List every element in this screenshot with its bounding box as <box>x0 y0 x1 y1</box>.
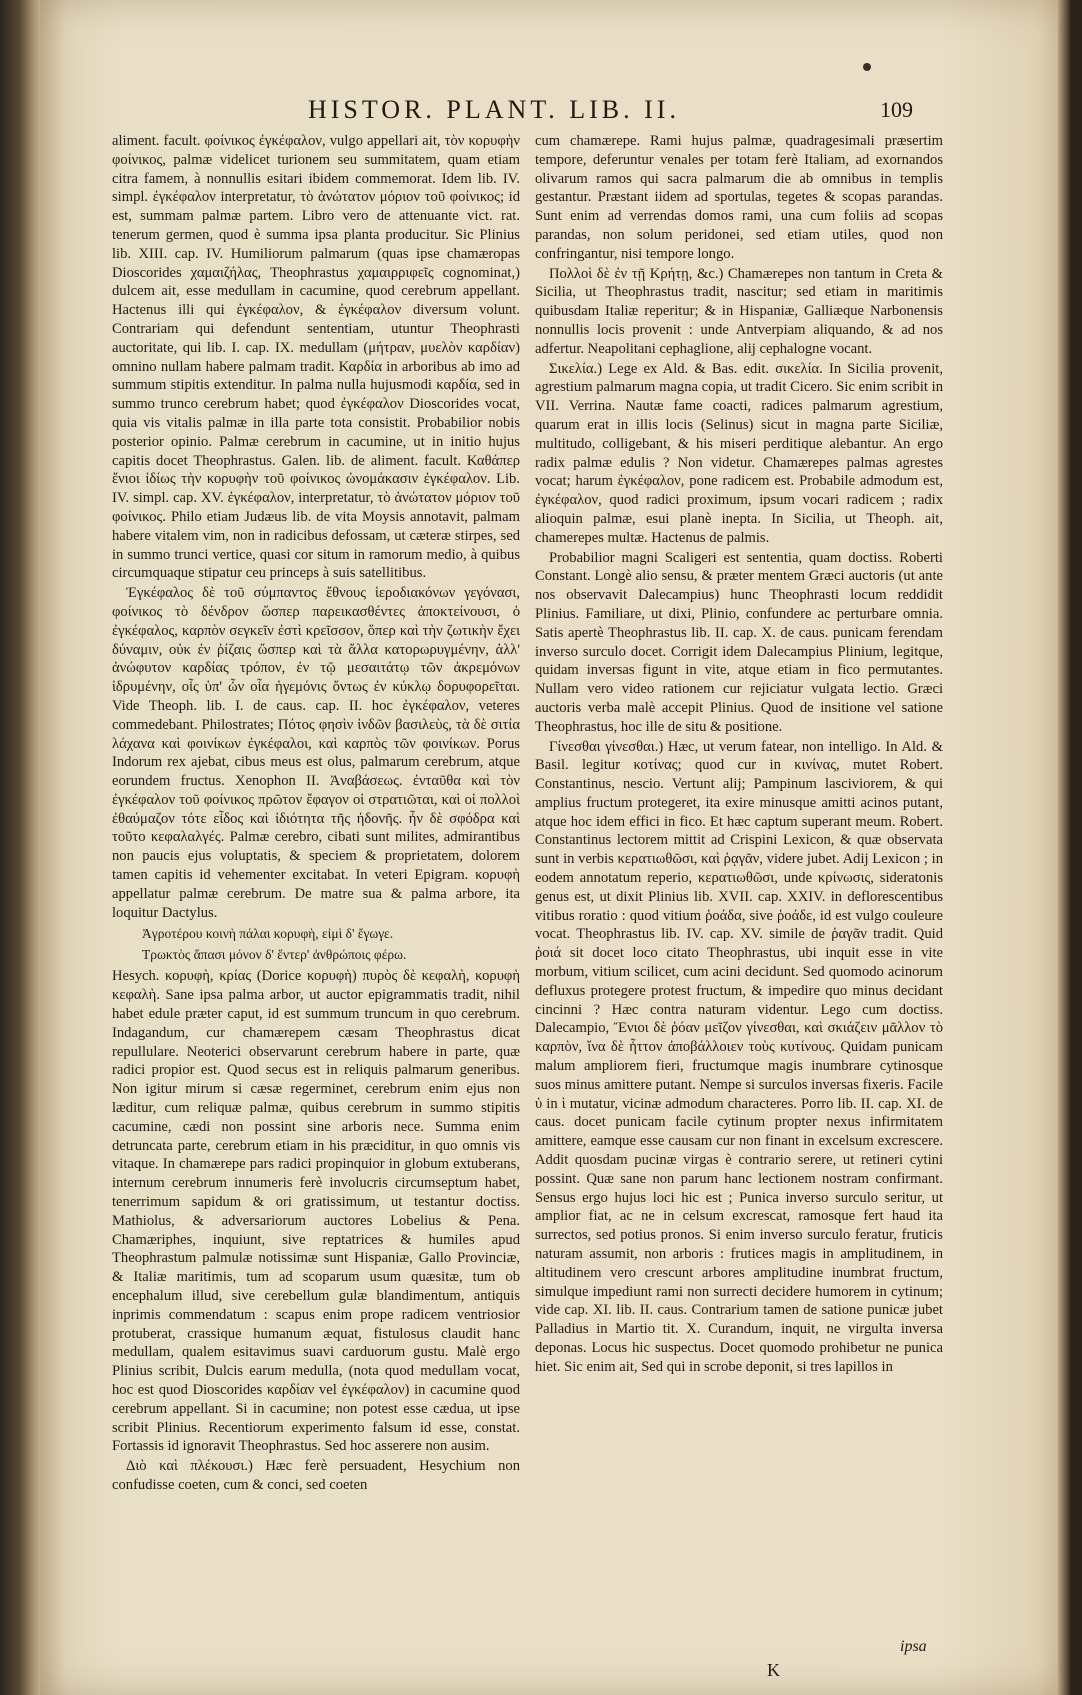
catchword: ipsa <box>900 1638 927 1655</box>
paragraph: Probabilior magni Scaligeri est sententia, quam doctiss. Roberti Constant. Longè alio sensu, & præter mentem Græci auctoris (ut ante nos observavit Dalecampius) hunc Theophrasti locum reddidit Plinius. Familiare, ut dixi, Plinio, confundere ac perturbare omnia. Satis apertè Theophrastus lib. II. cap. X. de caus. punicam ferendam inverso surculo docet. Corrigit idem Dalecampius Plinium, legitque, quidam inversas figunt in vite, atque etiam in fico permutantes. Nullam vero video rationem cur rejiciatur vulgata lectio. Græci auctoris verba malè accepit Plinius. Quod de insitione vel satione Theophrastus, hoc ille de situ & positione. <box>535 549 943 735</box>
verse-line: Τρωκτὸς ἄπασι μόνον δ' ἔντερ' ἀνθρώποις φέρω. <box>142 947 407 963</box>
paragraph: Πολλοὶ δὲ ἐν τῇ Κρήτῃ, &c.) Chamærepes non tantum in Creta & Sicilia, ut Theophrastus tradit, nascitur; sed etiam in maritimis quibusdam Italiæ reperitur; & in Hispaniæ, Galliæque Narbonensis nonnullis locis provenit : unde Antverpiam aliquando, & ad nos adfertur. Neapolitani cephaglione, alij cephalogne vocant. <box>535 265 943 357</box>
paragraph: Σικελία.) Lege ex Ald. & Bas. edit. σικελία. In Sicilia provenit, agrestium palmarum magna copia, ut tradit Cicero. Sic enim scribit in VII. Verrina. Nautæ fame coacti, radices palmarum agrestium, quarum erat in illis locis (Selinus) sicut in magna parte Siciliæ, multitudo, colligebant, & his miseri perditique alebantur. An ergo radix palmæ edulis ? Non videtur. Chamærepes palmas agrestes vocat; harum ἐγκέφαλον, pone radicem est. Probabile admodum est, ἐγκέφαλον, quod radici proximum, ipsum vocari radicem ; radix alioquin palmæ, esui planè inepta. In Sicilia, ut Theoph. ait, chamerepes multæ. Hactenus de palmis. <box>535 360 943 546</box>
ink-spot <box>863 63 871 71</box>
paragraph: Γίνεσθαι γίνεσθαι.) Hæc, ut verum fatear, non intelligo. In Ald. & Basil. legitur κοτίνας; quod cur in κινίνας, mutet Robert. Constantinus, nescio. Vertunt alij; Pampinum lasciviorem, & qui amplius fructum protegeret, ita exire minusque amitti acinos putant, atque hoc idem effici in fico. Et hæc captum superant meum. Robert. Constantinus lectorem mittit ad Crispini Lexicon, & quæ observata sunt in verbis κερατιωθῶσι, καὶ ῥᾳγᾶν, videre jubet. Adij Lexicon ; in eodem annotatum reperio, κερατιωθῶσι, unde κρίνωσις, sideratonis genus est, ut dixit Plinius lib. XVII. cap. XXIV. in deflorescentibus vitibus roratio : quod vitium ῥοάδα, sive ῥοάδε, id est vulgo couleure vocat. Theophrastus lib. IV. cap. XV. simile de ῥαγᾶν tradit. Quid ῥοιά sit docet loco citato Theophrastus, ubi inquit esse in vite morbum, vitium scilicet, cum acini decidunt. Sed quomodo acinorum defluxus protegere protest fructum, & impedire quo minus decidant cincinni ? Hæc contra naturam videntur. Lego cum doctiss. Dalecampio, Ἔνιοι δὲ ῥόαν μεῖζον γίνεσθαι, καὶ σκιάζειν μᾶλλον τὸ καρπὸν, ἵνα δὲ ἧττον ἀποβάλλοιεν τοὺς κυτίνους. Quidam punicam malum ampliorem fieri, fructumque magis inumbrare cytinosque suos minus amittere putant. Nempe si surculos inversas fixeris. Facile ὑ in ὶ mutatur, vicinæ admodum characteres. Porro lib. II. cap. XI. de caus. docet punicam facile cytinum propter nexus infirmitatem amittere, eamque esse causam cur non finant in excelsum excrescere. Addit quosdam pucinæ virgas è contrario serere, ut retineri cytini possint. Quæ sane non parum hanc lectionem nostram confirmant. Sensus ergo hujus loci hic est ; Punica inverso surculo seritur, ut amplior fiat, ac ne in celsum excrescat, ramosque fert haud ita surrectos, sed potius pronos. Si enim inverso surculo feratur, fruticis naturam assumit, non arboris : frutices magis in amplitudinem, in altitudinem vero crescunt arbores amplitudine inumbrat fructum, simulque impediunt rami non surrecti decidere humorem in cytinum; vide cap. XI. lib. II. caus. Contrarium tamen de satione punicæ jubet Palladius in Martio tit. X. Curandum, inquit, ne virgulta inversa deponas. Locus hic suspectus. Docet quomodo prohibetur ne punica hiet. Sic enim ait, Sed qui in scrobe deponit, si tres lapillos in <box>535 738 943 1375</box>
page-footer <box>0 1638 1082 1688</box>
running-title: HISTOR. PLANT. LIB. II. <box>308 95 680 124</box>
left-column <box>112 132 520 1496</box>
greek-quotation: Ἐγκέφαλος δὲ τοῦ σύμπαντος ἔθνους ἱεροδιακόνων γεγόνασι, φοίνικος τὸ δένδρον ὥσπερ παρεικασθέντες ἀποκτείνουσι, ὁ ἐγκέφαλος, καρπὸν σεγκεῖν ἐστὶ κρεῖσσον, ὅπερ καὶ τὴν ζωτικὴν ἔχει δύναμιν, οὐκ ἐν ῥίζαις ὥσπερ καὶ τὰ ἄλλα κατορωρυγμένην, ἀλλ' ἀνώφυτον καρδίας τρόπον, ἐν τῷ μεσαιτάτῳ τῶν ἀκρεμόνων ἱδρυμένην, οἷς ὑπ' ὧν οἷα ἡγεμόνις ὄντως ἐν κύκλῳ δορυφορεῖται. Vide Theoph. lib. I. de caus. cap. II. hoc ἐγκέφαλον, veteres commedebant. Philostrates; Πότος φησὶν ἰνδῶν βασιλεὺς, τὰ δὲ σιτία λάχανα καὶ φοινίκων ἐγκέφαλοι, καὶ καρπὸς τῶν φοινίκων. Porus Indorum rex ajebat, cibus meus est olus, palmarum cerebrum, atque eorundem fructus. Xenophon II. Ἀναβάσεως. ἐνταῦθα καὶ τὸν ἐγκέφαλον τοῦ φοίνικος πρῶτον ἔφαγον οἱ στρατιῶται, καὶ οἱ πολλοὶ ἐθαύμαζον τότε εἶδος καὶ ἰδιότητα τῆς ἡδονῆς. ἦν δὲ σφόδρα καὶ τοῦτο κεφαλαλγές. Palmæ cerebro, cibati sunt milites, admirantibus non paucis ejus voluptatis, & speciem & proprietatem, dolorem tamen capitis id vehementer excitabat. In veteri Epigram. κορυφὴ appellatur palmæ cerebrum. De matre sua & palma arbore, ita loquitur Dactylus. <box>112 585 520 921</box>
signature-mark: K <box>767 1660 780 1680</box>
paragraph: cum chamærepe. Rami hujus palmæ, quadragesimali præsertim tempore, deferuntur venales per totam ferè Italiam, ad exornandos olivarum ramos qui sacra palmarum die ab omnibus in templis gestantur. Præstant iidem ad sportulas, tegetes & scopas parandas. Sunt enim ad verrendas domos rami, una cum foliis ad scopas parandas, non solum peridonei, sed etiam utiles, quod non confringantur, nisi tempore longo. <box>535 133 943 262</box>
verse-line: Ἀγροτέρου κοινὴ πάλαι κορυφὴ, εἰμὶ δ' ἔγωγε. <box>142 926 394 942</box>
book-binding <box>0 0 42 1695</box>
paragraph: Διὸ καὶ πλέκουσι.) Hæc ferè persuadent, Hesychium non confudisse coeten, cum & conci, sed coeten <box>112 1458 520 1493</box>
paragraph: aliment. facult. φοίνικος ἐγκέφαλον, vulgo appellari ait, τὸν κορυφὴν φοίνικος, palmæ videlicet turionem seu summitatem, quam etiam citra famem, à nonnullis esitari ibidem commemorat. Idem lib. IV. simpl. ἐγκέφαλον interpretatur, τὸ ἀνώτατον μόριον τοῦ φοίνικος; id est, summam palmæ partem. Libro vero de attenuante vict. rat. tenerum germen, quod è summa ipsa planta producitur. Sic Plinius lib. XIII. cap. IV. Humiliorum palmarum (quas ipse chamæropas Dioscorides χαμαιζήλας, Theophrastus χαμαιρριφεῖς cognominat,) dulcem ait, esse medullam in cacumine, quod cerebrum appellant. Hactenus illi qui ἐγκέφαλον, & ἐγκέφαλον diversum volunt. Contrariam qui defendunt sententiam, utuntur Theophrasti auctoritate, qui lib. I. cap. IX. medullam (μήτραν, μυελὸν καρδίαν) omnino nullam habere palmam tradit. Καρδία in arboribus ab imo ad summum stipitis extenditur. In palma nulla hujusmodi καρδία, sed in summo trunco cerebrum habet; quod ἐγκέφαλον Dioscorides vocat, quia vis vitalis palmæ in illa parte tota consistit. Probabilior nobis posterior opinio. Palmæ cerebrum in cacumine, ut in initio hujus capitis docet Theophrastus. Galen. lib. de aliment. facult. Καθάπερ ἔνιοι ἰδίως τὴν κορυφὴν τοῦ φοίνικος ὠνομάκασιν ἐγκέφαλον. Lib. IV. simpl. cap. XV. ἐγκέφαλον, interpretatur, τὸ ἀνώτατον μόριον τοῦ φοίνικος. Philo etiam Judæus lib. de vita Moysis annotavit, palmam habere vitalem vim, non in radicibus defossam, ut cæteræ stirpes, sed in summo trunci vertice, quasi cor situm in ramorum medio, à quibus circumquaque stipatur ceu princeps à suis satellitibus. <box>112 133 520 582</box>
page-header <box>0 95 1082 131</box>
right-column <box>535 132 943 1378</box>
page-number: 109 <box>880 97 913 122</box>
page-edge <box>1058 0 1070 1695</box>
paragraph: Hesych. κορυφὴ, κρίας (Dorice κορυφὴ) πυρὸς δὲ κεφαλὴ, κορυφὴ κεφαλὴ. Sane ipsa palma arbor, ut auctor epigrammatis tradit, nihil habet edule præter caput, id est summum truncum in quo cerebrum. Indagandum, cur chamærepem cæsam Theophrastus dicat repullulare. Neoterici observarunt cerebrum habere in parte, quæ radici propior est. Quod secus est in reliquis palmarum generibus. Non igitur mirum si cæsæ regerminet, cerebrum enim ejus non læditur, cum reliquæ palmæ, quibus cerebrum in summo stipitis cacumine, cædi non possint sine arboris nece. Summa enim detruncata parte, cerebrum etiam in his præciditur, in quo omnis vis vitaque. In chamærepe pars radici propinquior in globum extuberans, internum cerebrum innumeris ferè involucris circumseptum habet, tenerrimum sapidum & ori gratissimum, ut testantur doctiss. Mathiolus, & adversariorum auctores Lobelius & Pena. Chamæriphes, inquiunt, sive reptatrices & humiles apud Theophrastum palmulæ notissimæ sunt Hispaniæ, Gallo Provinciæ, & Italiæ maritimis, tum ad scoparum usum quæsitæ, tum ob encephalum illud, sive cerebellum gulæ blandimentum, antiquis inprimis commendatum : scapus enim prope radicem ventriosior protuberat, crassique humanum æquat, fistulosus claudit hanc medullam, qualem esitavimus suavi carduorum gustu. Malè ergo Plinius scribit, Dulcis earum medulla, (nota quod medullam vocat, hoc est quod Dioscorides καρδίαν vel ἐγκέφαλον) in cacumine quod cerebrum appellant. Si in cacumine; non potest esse cædua, ut ipse scribit Plinius. Recentiorum experimento falsum id esse, constat. Fortassis id ignoravit Theophrastus. Sed hoc asserere non ausim. <box>112 968 520 1455</box>
